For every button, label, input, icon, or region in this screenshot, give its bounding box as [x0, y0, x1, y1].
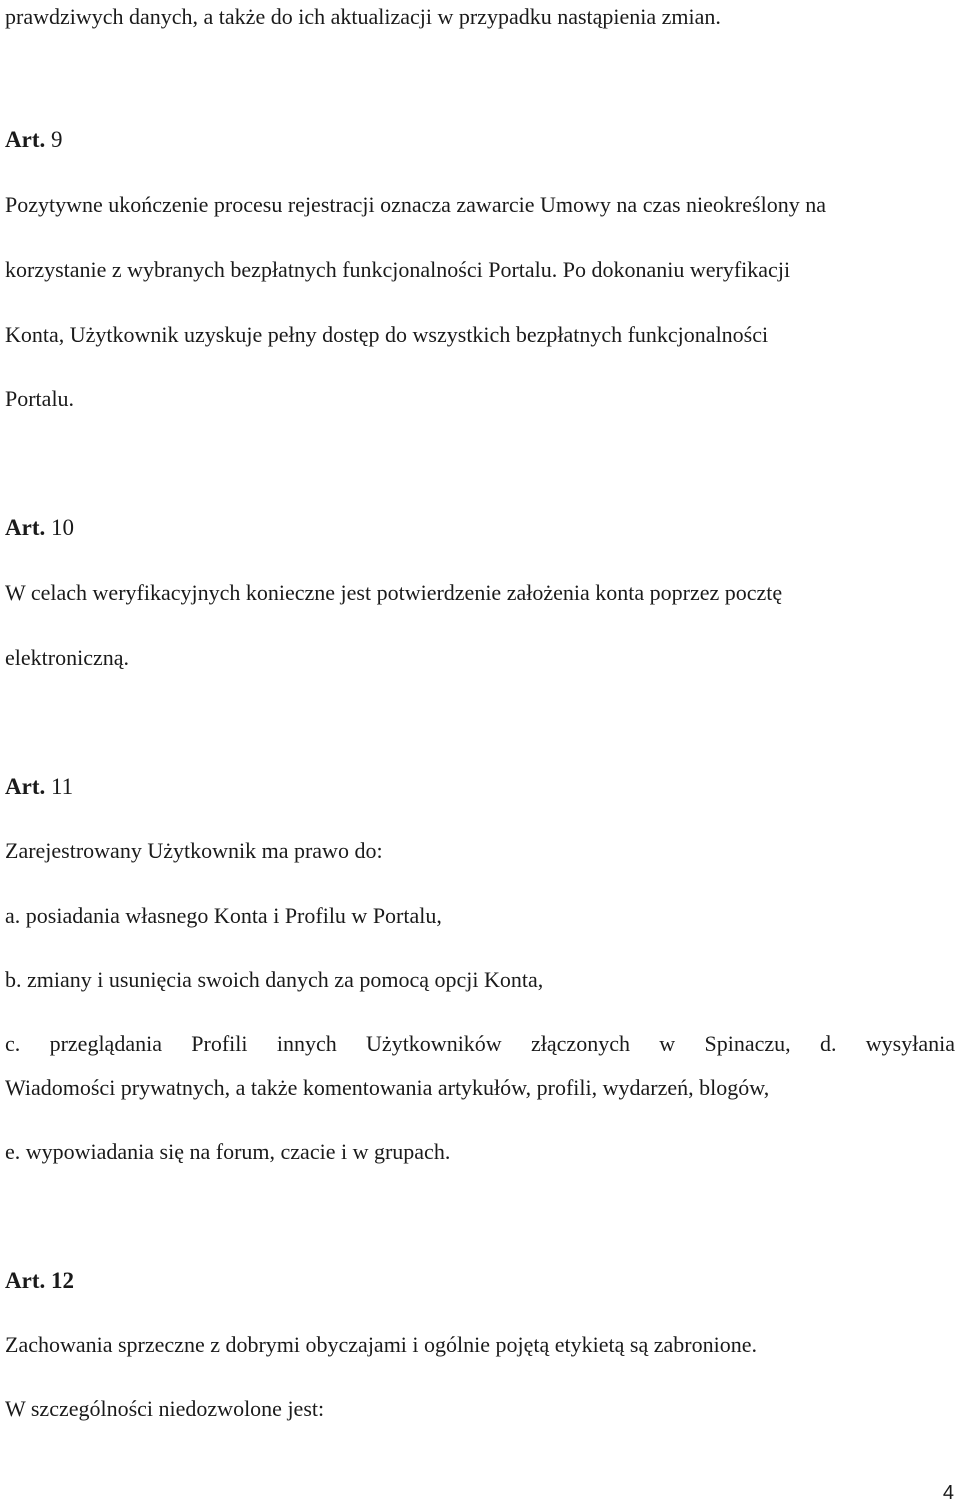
article-number: 9 [50, 127, 63, 152]
article-label: Art. [5, 774, 46, 799]
article-11-item-b: b. zmiany i usunięcia swoich danych za pomocą opcji Konta, [5, 967, 544, 992]
article-11-item-e: e. wypowiadania się na forum, czacie i w grupach. [5, 1139, 451, 1164]
article-11-line-1: Zarejestrowany Użytkownik ma prawo do: [5, 838, 383, 863]
article-11-item-d-cont: Wiadomości prywatnych, a także komentowania artykułów, profili, wydarzeń, blogów, [5, 1075, 770, 1100]
article-10-heading [5, 513, 74, 543]
article-12-line-1: Zachowania sprzeczne z dobrymi obyczajami i ogólnie pojętą etykietą są zabronione. [5, 1332, 757, 1357]
article-11-heading [5, 772, 73, 802]
article-number: 11 [50, 774, 74, 799]
article-9-line-2: korzystanie z wybranych bezpłatnych funkcjonalności Portalu. Po dokonaniu weryfikacji [5, 257, 791, 282]
article-label: Art. [5, 1268, 46, 1293]
article-9-heading [5, 125, 62, 155]
article-10-line-2: elektroniczną. [5, 645, 129, 670]
article-11-item-a: a. posiadania własnego Konta i Profilu w Portalu, [5, 903, 442, 928]
page-number: 4 [942, 1482, 954, 1504]
article-label: Art. [5, 515, 46, 540]
article-label: Art. [5, 127, 46, 152]
article-9-line-4: Portalu. [5, 386, 75, 411]
article-12-line-2: W szczególności niedozwolone jest: [5, 1396, 325, 1421]
article-9-line-3: Konta, Użytkownik uzyskuje pełny dostęp do wszystkich bezpłatnych funkcjonalności [5, 322, 769, 347]
article-11-item-c-d: c. przeglądania Profili innych Użytkowników złączonych w Spinaczu, d. wysyłania [5, 1031, 955, 1056]
article-12-heading [5, 1266, 74, 1296]
article-number: 10 [50, 515, 74, 540]
article-10-line-1: W celach weryfikacyjnych konieczne jest potwierdzenie założenia konta poprzez pocztę [5, 580, 783, 605]
article-number: 12 [50, 1268, 74, 1293]
article-9-line-1: Pozytywne ukończenie procesu rejestracji oznacza zawarcie Umowy na czas nieokreślony na [5, 192, 826, 217]
intro-line: prawdziwych danych, a także do ich aktualizacji w przypadku nastąpienia zmian. [5, 4, 721, 29]
